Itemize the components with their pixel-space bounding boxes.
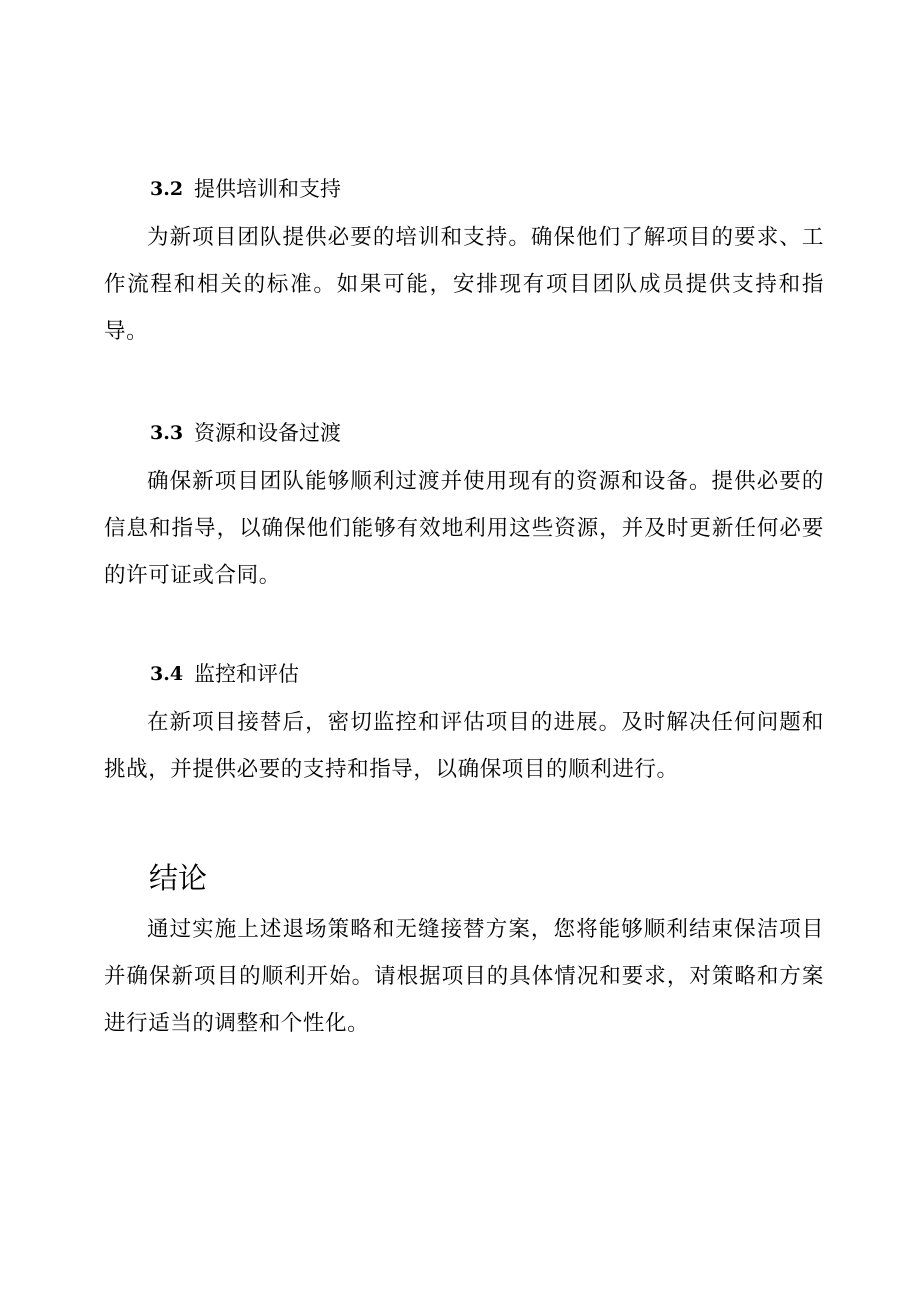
section-number: 3.3	[150, 422, 184, 444]
section-title: 监控和评估	[194, 662, 299, 686]
conclusion-section	[104, 856, 824, 1047]
section-paragraph: 确保新项目团队能够顺利过渡并使用现有的资源和设备。提供必要的信息和指导，以确保他们能够有效地利用这些资源，并及时更新任何必要的许可证或合同。	[104, 469, 824, 588]
section-3-4	[104, 659, 824, 793]
section-paragraph: 为新项目团队提供必要的培训和支持。确保他们了解项目的要求、工作流程和相关的标准。如果可能，安排现有项目团队成员提供支持和指导。	[104, 225, 824, 344]
section-number: 3.4	[150, 663, 184, 685]
section-3-2	[104, 174, 824, 355]
section-paragraph: 在新项目接替后，密切监控和评估项目的进展。及时解决任何问题和挑战，并提供必要的支持和指导，以确保项目的顺利进行。	[104, 710, 824, 782]
conclusion-paragraph: 通过实施上述退场策略和无缝接替方案，您将能够顺利结束保洁项目并确保新项目的顺利开始。请根据项目的具体情况和要求，对策略和方案进行适当的调整和个性化。	[104, 917, 824, 1036]
section-heading	[104, 418, 824, 448]
conclusion-title: 结论	[149, 861, 208, 895]
section-heading	[104, 174, 824, 204]
section-heading	[104, 659, 824, 689]
section-title: 提供培训和支持	[194, 177, 341, 201]
section-number: 3.2	[150, 178, 184, 200]
section-title: 资源和设备过渡	[194, 421, 341, 445]
section-3-3	[104, 418, 824, 599]
